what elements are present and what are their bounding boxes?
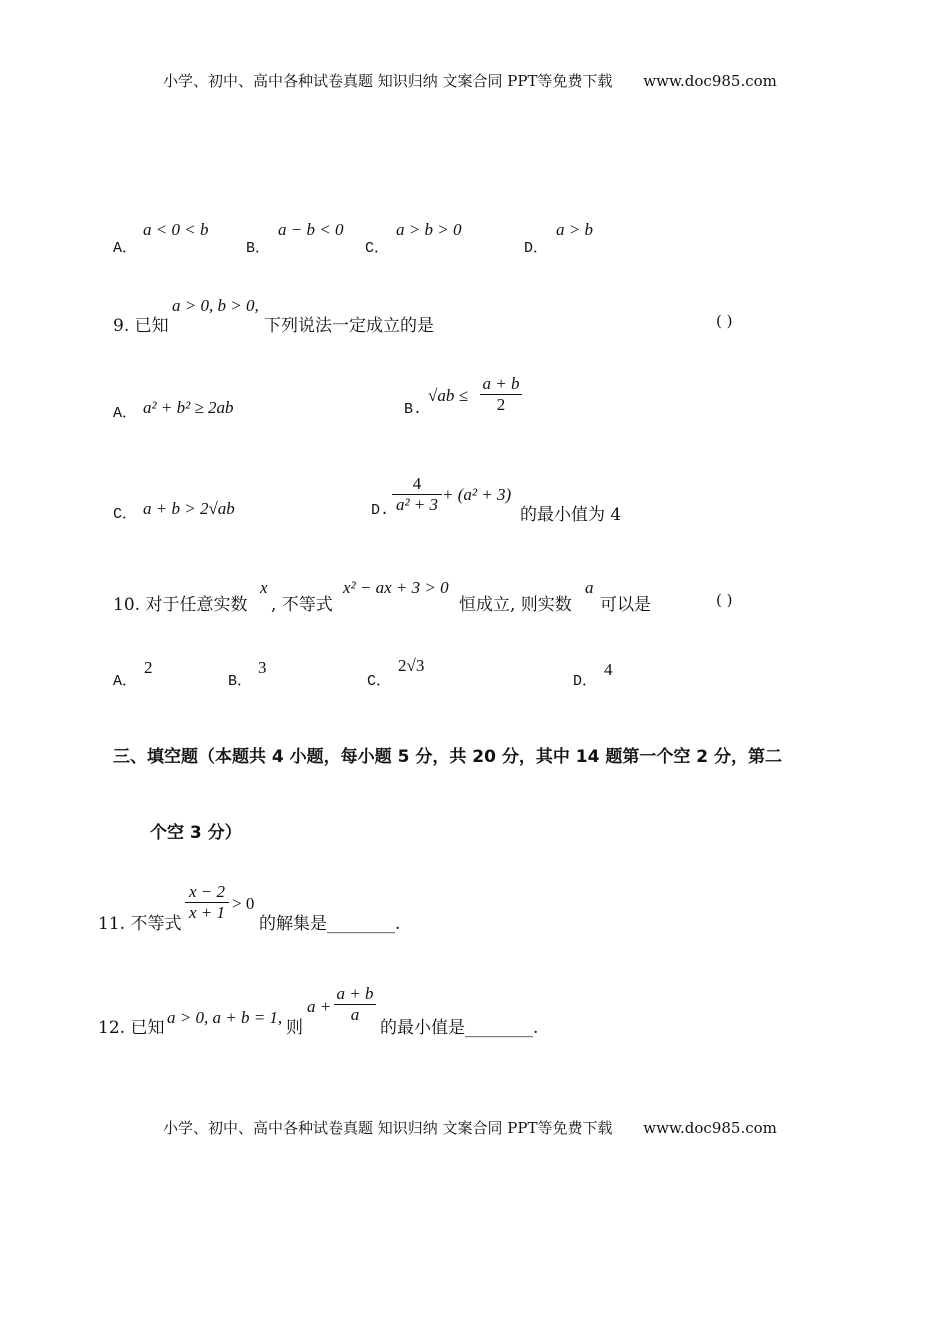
q9-option-b-numerator: a + b [482, 374, 520, 393]
q8-option-b-label: B． [246, 240, 271, 257]
q10-option-c-label: C． [367, 673, 392, 690]
q9-stem: 下列说法一定成立的是 [264, 316, 434, 336]
q9-option-d-numerator: 4 [412, 474, 422, 493]
q9-option-d-denominator: a² + 3 [395, 495, 439, 514]
q9-option-b-left: √ab ≤ [428, 386, 468, 405]
q9-option-a: a² + b² ≥ 2ab [143, 398, 234, 417]
q12-fraction [334, 984, 376, 1025]
q10-inequality: x² − ax + 3 > 0 [343, 578, 449, 597]
q12-tail: 的最小值是________. [380, 1018, 539, 1038]
q8-option-a-label: A． [113, 240, 138, 257]
q12-denominator: a [350, 1005, 360, 1024]
q11-denominator: x + 1 [188, 903, 226, 922]
q10-option-b: 3 [258, 658, 267, 677]
q9-option-c: a + b > 2√ab [143, 499, 235, 518]
q12-condition: a > 0, a + b = 1, [167, 1008, 283, 1027]
q12-lead: a + [307, 997, 332, 1016]
q10-mid: , 不等式 [271, 595, 333, 615]
q12-prefix: 12. 已知 [98, 1018, 165, 1038]
footer-text: 小学、初中、高中各种试卷真题 知识归纳 文案合同 PPT等免费下载 [163, 1119, 613, 1137]
q10-option-d: 4 [604, 660, 613, 679]
section-3-heading-line2: 个空 3 分） [150, 823, 242, 843]
q11-numerator: x − 2 [188, 882, 226, 901]
q9-option-d-fraction [392, 474, 442, 515]
q10-var-x: x [260, 578, 268, 597]
q10-prefix: 10. 对于任意实数 [113, 595, 248, 615]
q10-option-d-label: D． [573, 673, 598, 690]
q9-option-b-denominator: 2 [496, 395, 506, 414]
q8-option-c: a > b > 0 [396, 220, 462, 239]
q11-gt: > 0 [232, 894, 255, 913]
q9-option-a-label: A． [113, 405, 138, 422]
header-url[interactable]: www.doc985.com [643, 72, 777, 90]
q8-option-a: a < 0 < b [143, 220, 209, 239]
q10-var-a: a [585, 578, 594, 597]
section-3-heading-line1: 三、填空题（本题共 4 小题，每小题 5 分，共 20 分，其中 14 题第一个空 2 分，第二 [113, 747, 782, 767]
q9-option-c-label: C． [113, 506, 138, 523]
page-footer [163, 1117, 777, 1138]
page-header [163, 70, 777, 91]
header-text: 小学、初中、高中各种试卷真题 知识归纳 文案合同 PPT等免费下载 [163, 72, 613, 90]
q8-option-b: a − b < 0 [278, 220, 344, 239]
q9-option-b-label: B. [404, 401, 423, 418]
q10-option-c: 2√3 [398, 656, 425, 675]
q8-option-d-label: D． [524, 240, 549, 257]
q10-option-b-label: B． [228, 673, 253, 690]
q11-fraction [185, 882, 229, 923]
q12-numerator: a + b [336, 984, 374, 1003]
q9-option-d-label: D. [371, 502, 390, 519]
q9-prefix: 9. 已知 [113, 316, 169, 336]
q9-answer-paren: ( ) [716, 312, 733, 330]
q10-answer-paren: ( ) [716, 591, 733, 609]
q8-option-d: a > b [556, 220, 593, 239]
footer-url[interactable]: www.doc985.com [643, 1119, 777, 1137]
q12-then: 则 [286, 1018, 303, 1038]
q10-mid2: 恒成立, 则实数 [459, 595, 572, 615]
q10-option-a-label: A． [113, 673, 138, 690]
q11-tail: 的解集是________. [259, 914, 401, 934]
q8-option-c-label: C． [365, 240, 390, 257]
q9-condition: a > 0, b > 0, [172, 296, 259, 315]
q10-option-a: 2 [144, 658, 153, 677]
q9-option-d-suffix: 的最小值为 4 [520, 505, 622, 525]
q9-option-d-tail: + (a² + 3) [442, 485, 512, 504]
q9-option-b-fraction [480, 374, 522, 415]
q11-prefix: 11. 不等式 [98, 914, 182, 934]
q10-tail: 可以是 [600, 595, 651, 615]
